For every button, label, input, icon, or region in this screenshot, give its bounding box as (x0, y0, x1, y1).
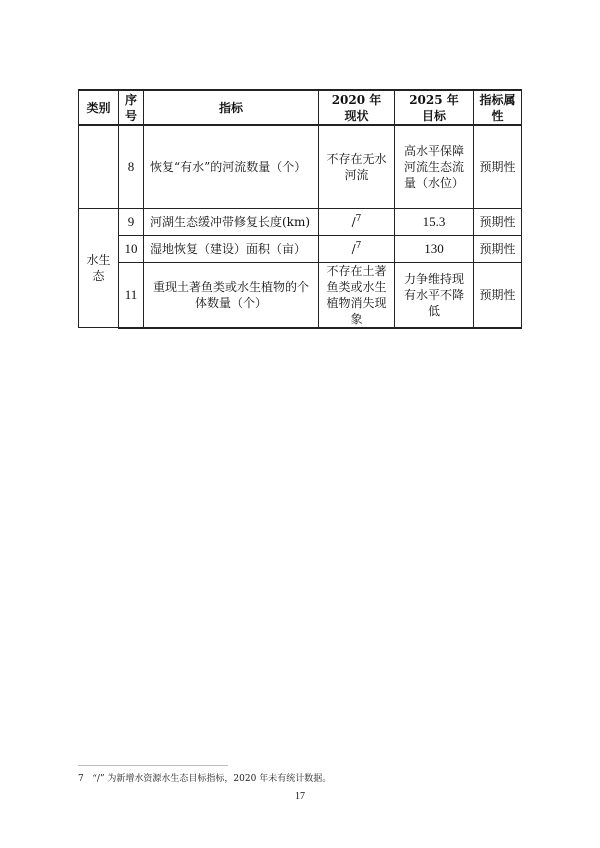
row-attr: 预期性 (474, 262, 522, 328)
header-2025: 2025 年 目标 (395, 90, 474, 125)
table-row (79, 125, 522, 208)
table-row (79, 262, 522, 328)
row-indicator: 重现土著鱼类或水生植物的个 体数量（个） (144, 262, 319, 328)
header-seq: 序 号 (119, 90, 144, 125)
header-category: 类别 (79, 90, 119, 125)
header-2020: 2020 年 现状 (319, 90, 395, 125)
footnote (78, 771, 331, 784)
footnote-mark: 7 (78, 774, 84, 784)
table-header-row (79, 90, 522, 125)
row-attr: 预期性 (474, 235, 522, 262)
row-2020-value: / (351, 241, 356, 256)
row-seq: 8 (119, 125, 144, 208)
category-cell: 水生 态 (79, 208, 119, 328)
footnote-ref: 7 (355, 213, 362, 224)
row-2020: 不存在土著 鱼类或水生 植物消失现 象 (319, 262, 395, 328)
row-2020-value: / (351, 214, 356, 229)
row-2025: 130 (395, 235, 474, 262)
footnote-ref: 7 (355, 240, 362, 251)
row-2020: 不存在无水 河流 (319, 125, 395, 208)
category-cell-empty (79, 125, 119, 208)
row-indicator: 河湖生态缓冲带修复长度(km) (144, 208, 319, 235)
header-indicator: 指标 (144, 90, 319, 125)
row-2020 (319, 208, 395, 235)
row-2020 (319, 235, 395, 262)
row-2025: 力争维持现 有水平不降 低 (395, 262, 474, 328)
row-seq: 9 (119, 208, 144, 235)
page-number: 17 (295, 791, 305, 802)
row-attr: 预期性 (474, 125, 522, 208)
header-attr: 指标属 性 (474, 90, 522, 125)
row-indicator: 湿地恢复（建设）面积（亩） (144, 235, 319, 262)
row-seq: 11 (119, 262, 144, 328)
row-2025: 高水平保障 河流生态流 量（水位） (395, 125, 474, 208)
row-2025: 15.3 (395, 208, 474, 235)
row-indicator: 恢复“有水”的河流数量（个） (144, 125, 319, 208)
footnote-text: “/” 为新增水资源水生态目标指标，2020 年未有统计数据。 (92, 774, 332, 784)
row-attr: 预期性 (474, 208, 522, 235)
indicator-table (78, 89, 522, 329)
footnote-divider (78, 765, 228, 766)
row-seq: 10 (119, 235, 144, 262)
table-row (79, 235, 522, 262)
table-row (79, 208, 522, 235)
